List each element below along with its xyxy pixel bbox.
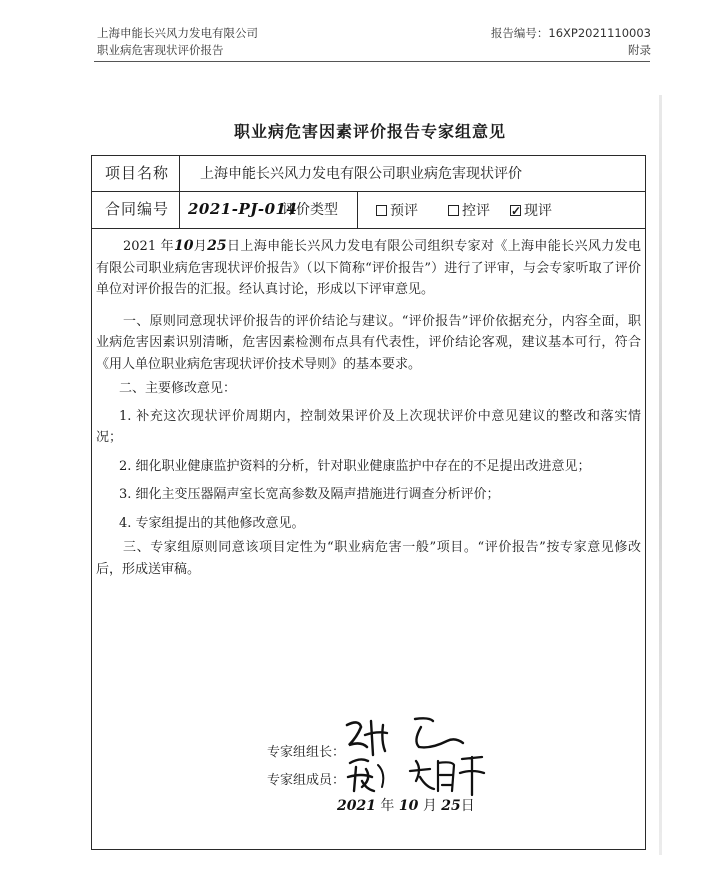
label-column-divider bbox=[179, 156, 180, 228]
section-2-title: 二、主要修改意见： bbox=[119, 381, 237, 396]
contract-number-value: 2021-PJ-014 bbox=[188, 200, 298, 218]
document-title: 职业病危害因素评价报告专家组意见 bbox=[233, 122, 506, 141]
revision-item-4: 4. 专家组提出的其他修改意见。 bbox=[119, 515, 305, 531]
revision-item-2: 2. 细化职业健康监护资料的分析，针对职业健康监护中存在的不足提出改进意见； bbox=[119, 458, 591, 474]
opinion-table bbox=[91, 155, 646, 850]
project-name-label: 项目名称 bbox=[105, 164, 170, 182]
signature-date: 2021 年 10 月 25日 bbox=[337, 798, 475, 814]
option-pre-evaluation: 预评 bbox=[376, 201, 418, 221]
option-control-evaluation: 控评 bbox=[448, 201, 490, 221]
section-1-paragraph: 一、原则同意现状评价报告的评价结论与建议。“评价报告”评价依据充分，内容全面，职业病危害因素识别清晰，危害因素检测布点具有代表性，评价结论客观，建议基本可行，符合《用人单位职业病危害现状评价技术导则》的基本要求。 bbox=[96, 313, 641, 372]
header-report-number: 报告编号：16XP2021110003 bbox=[490, 26, 651, 40]
checkbox-empty-icon bbox=[448, 205, 459, 216]
scan-edge-shadow bbox=[659, 95, 662, 855]
row-divider-2 bbox=[92, 228, 645, 229]
leader-label: 专家组组长： bbox=[267, 745, 346, 760]
eval-type-label: 评价类型 bbox=[282, 202, 338, 218]
row-divider-1 bbox=[92, 191, 645, 192]
header-company: 上海申能长兴风力发电有限公司 bbox=[97, 26, 258, 40]
header-appendix: 附录 bbox=[628, 43, 651, 57]
contract-number-label: 合同编号 bbox=[105, 200, 170, 218]
section-3-paragraph: 三、专家组原则同意该项目定性为“职业病危害一般”项目。“评价报告”按专家意见修改后，形成送审稿。 bbox=[96, 540, 641, 577]
revision-item-1: 1. 补充这次现状评价周期内，控制效果评价及上次现状评价中意见建议的整改和落实情况； bbox=[96, 408, 641, 445]
header-divider bbox=[94, 61, 650, 62]
project-name-value: 上海申能长兴风力发电有限公司职业病危害现状评价 bbox=[200, 166, 522, 182]
revision-item-3: 3. 细化主变压器隔声室长宽高参数及隔声措施进行调查分析评价； bbox=[119, 487, 500, 502]
option-status-evaluation: ✓ 现评 bbox=[510, 201, 552, 221]
member-label: 专家组成员： bbox=[267, 773, 346, 788]
header-report-type: 职业病危害现状评价报告 bbox=[97, 43, 224, 57]
checkbox-empty-icon bbox=[376, 205, 387, 216]
eval-type-divider bbox=[357, 191, 358, 228]
intro-paragraph: 2021 年10月25日上海申能长兴风力发电有限公司组织专家对《上海申能长兴风力发电有限公司职业病危害现状评价报告》（以下简称“评价报告”）进行了评审，与会专家听取了评价单位对评价报告的汇报。经认真讨论，形成以下评审意见。 bbox=[96, 238, 641, 297]
checkbox-checked-icon bbox=[510, 205, 521, 216]
member-signature bbox=[342, 751, 492, 799]
opinion-body bbox=[96, 236, 641, 580]
